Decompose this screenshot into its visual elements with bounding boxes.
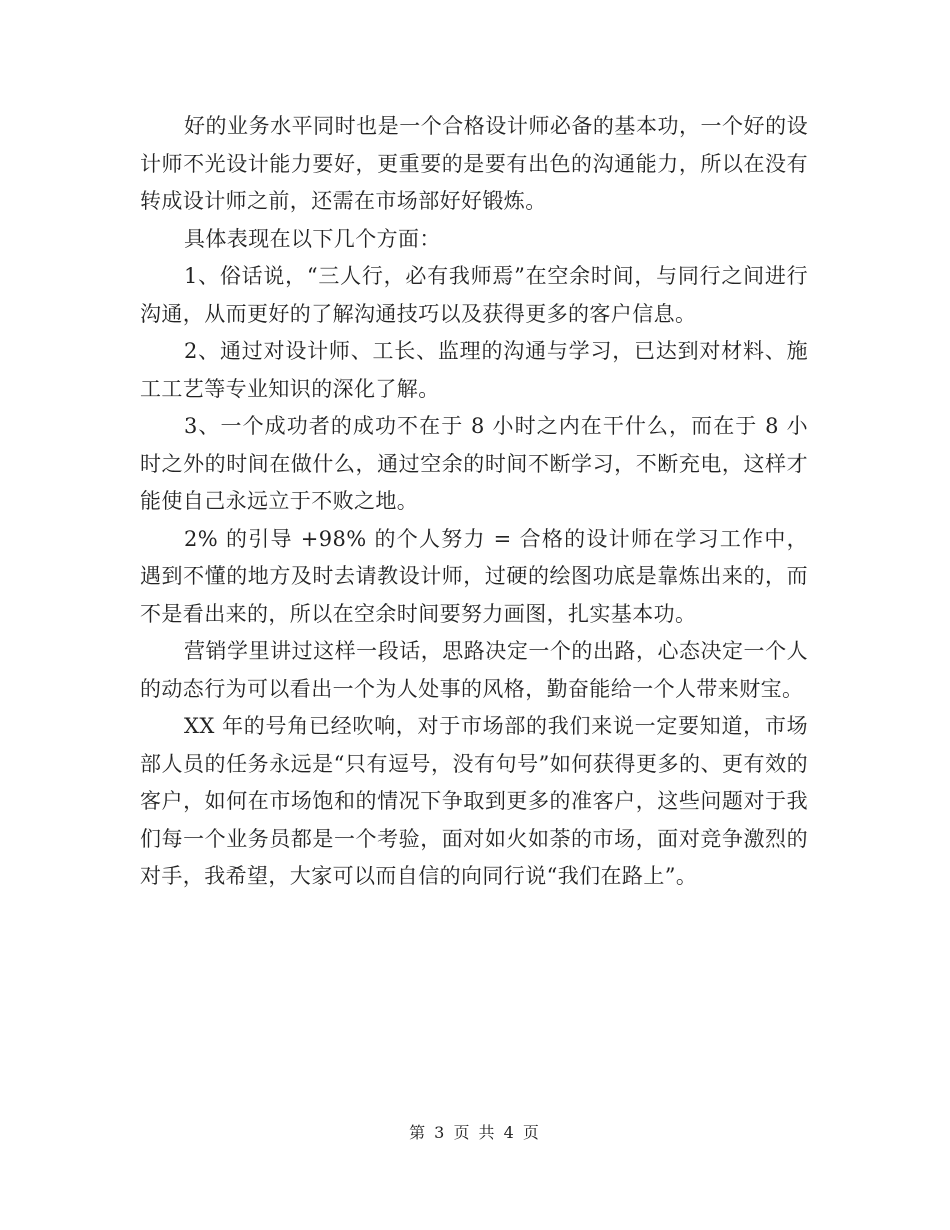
paragraph-item-1: 1、俗话说，“三人行，必有我师焉”在空余时间，与同行之间进行沟通，从而更好的了解沟通技巧以及获得更多的客户信息。 bbox=[140, 264, 808, 326]
paragraph-item-2: 2、通过对设计师、工长、监理的沟通与学习，已达到对材料、施工工艺等专业知识的深化了解。 bbox=[140, 339, 808, 401]
paragraph-aspects-heading: 具体表现在以下几个方面： bbox=[184, 226, 441, 251]
paragraph-intro: 好的业务水平同时也是一个合格设计师必备的基本功，一个好的设计师不光设计能力要好，更重要的是要有出色的沟通能力，所以在没有转成设计师之前，还需在市场部好好锻炼。 bbox=[140, 114, 808, 213]
document-body bbox=[140, 108, 808, 896]
page-number-footer: 第 3 页 共 4 页 bbox=[409, 1123, 541, 1142]
paragraph-marketing: 营销学里讲过这样一段话，思路决定一个的出路，心态决定一个人的动态行为可以看出一个为人处事的风格，勤奋能给一个人带来财宝。 bbox=[140, 639, 808, 701]
paragraph-item-3: 3、一个成功者的成功不在于 8 小时之内在干什么，而在于 8 小时之外的时间在做什么，通过空余的时间不断学习，不断充电，这样才能使自己永远立于不败之地。 bbox=[140, 414, 808, 513]
paragraph-effort: 2% 的引导 +98% 的个人努力 = 合格的设计师在学习工作中，遇到不懂的地方及时去请教设计师，过硬的绘图功底是靠炼出来的，而不是看出来的，所以在空余时间要努力画图，扎实基本功。 bbox=[140, 526, 808, 626]
paragraph-conclusion: XX 年的号角已经吹响，对于市场部的我们来说一定要知道，市场部人员的任务永远是“只有逗号，没有句号”如何获得更多的、更有效的客户，如何在市场饱和的情况下争取到更多的准客户，这些问题对于我们每一个业务员都是一个考验，面对如火如荼的市场，面对竞争激烈的对手，我希望，大家可以而自信的向同行说“我们在路上”。 bbox=[140, 714, 808, 888]
